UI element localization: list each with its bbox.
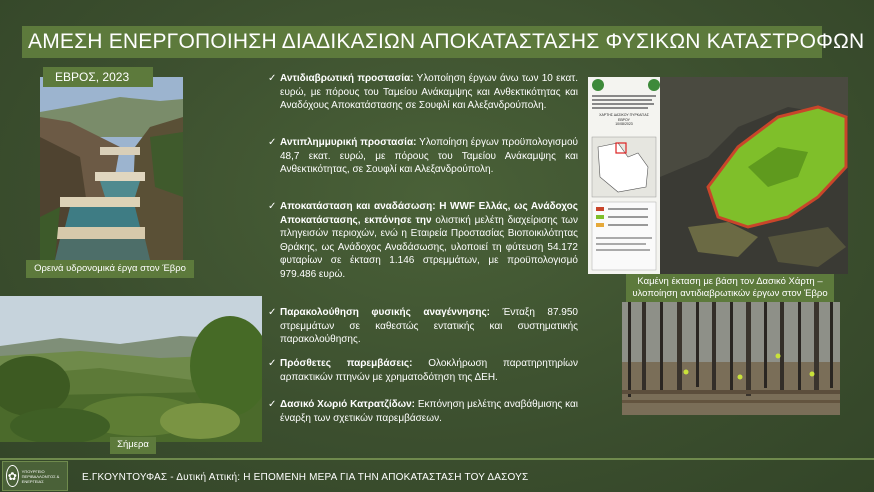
bullet-heading: Αποκατάσταση και αναδάσωση: Η WWF Ελλάς, ως Ανάδοχος Αποκατάστασης, εκπόνησε την bbox=[280, 201, 578, 226]
bullet-regeneration-monitoring bbox=[268, 306, 578, 347]
bullet-heading: Αντιδιαβρωτική προστασία: bbox=[280, 73, 414, 84]
bullet-reforestation bbox=[268, 200, 578, 281]
bullet-anti-erosion bbox=[268, 72, 578, 113]
check-icon: ✓ bbox=[268, 307, 277, 318]
check-icon: ✓ bbox=[268, 201, 277, 212]
date-tag: ΕΒΡΟΣ, 2023 bbox=[43, 67, 153, 87]
map-title: ΧΑΡΤΗΣ ΔΑΣΙΚΟΥ ΠΥΡΚΑΓΙΑΣ ΕΒΡΟΥ 10/08/2023 bbox=[599, 113, 649, 126]
bullet-additional-interventions bbox=[268, 357, 578, 384]
ministry-logo bbox=[2, 461, 68, 491]
bullet-text: ολιστική μελέτη διαχείρισης των πληγεισών περιοχών, ενώ η Εταιρεία Προστασίας Βιοποικιλότητας Θράκης, ως Ανάδοχος Αναδάσωσης, υλοποιεί τη φύτευση 54.172 φυταρίων σε έκταση 1.146 στρεμμάτων, με προϋπολογισμό 979.486 ευρώ. bbox=[280, 214, 578, 280]
bullet-text: Εκπόνηση μελέτης αναβάθμισης και έναρξη των σχετικών παρεμβάσεων. bbox=[280, 399, 578, 424]
leaf-icon: ✿ bbox=[6, 465, 19, 487]
bullet-heading: Αντιπλημμυρική προστασία: bbox=[280, 137, 417, 148]
bullet-text: Υλοποίηση έργων άνω των 10 εκατ. ευρώ, με πόρους του Ταμείου Ανάκαμψης και Ανθεκτικότητας και Αναδόχους Αποκατάστασης σε Σουφλί και Αλεξανδρούπολη. bbox=[280, 73, 578, 111]
bullet-flood-protection bbox=[268, 136, 578, 177]
bullet-text: Ολοκλήρωση παρατηρητηρίων αρπακτικών πτηνών με χρηματοδότηση της ΔΕΗ. bbox=[280, 358, 578, 383]
footer-text: Ε.ΓΚΟΥΝΤΟΥΦΑΣ - Δυτική Αττική: Η ΕΠΟΜΕΝΗ ΜΕΡΑ ΓΙΑ ΤΗΝ ΑΠΟΚΑΤΑΣΤΑΣΗ ΤΟΥ ΔΑΣΟΥΣ bbox=[82, 472, 529, 483]
bullet-forest-village bbox=[268, 398, 578, 425]
caption-today: Σήμερα bbox=[110, 437, 156, 454]
caption-dams: Ορεινά υδρονομικά έργα στον Έβρο bbox=[26, 260, 194, 278]
title-bar bbox=[22, 26, 865, 58]
bullet-heading: Δασικό Χωριό Κατρατζίδων: bbox=[280, 399, 416, 410]
bullet-heading: Παρακολούθηση φυσικής αναγέννησης: bbox=[280, 307, 490, 318]
photo-burned-forest bbox=[622, 302, 840, 415]
photo-today bbox=[0, 296, 262, 442]
bullet-text: Υλοποίηση έργων προϋπολογισμού 48,7 εκατ. ευρώ, με πόρους του Ταμείου Ανάκαμψης και Ανθεκτικότητας, σε Σουφλί και Αλεξανδρούπολη. bbox=[280, 137, 578, 175]
map-burned-area bbox=[588, 77, 848, 274]
check-icon: ✓ bbox=[268, 137, 277, 148]
check-icon: ✓ bbox=[268, 73, 277, 84]
footer-divider bbox=[0, 458, 874, 460]
photo-dams bbox=[40, 77, 183, 260]
check-icon: ✓ bbox=[268, 399, 277, 410]
bullet-heading: Πρόσθετες παρεμβάσεις: bbox=[280, 358, 413, 369]
page-title: ΑΜΕΣΗ ΕΝΕΡΓΟΠΟΙΗΣΗ ΔΙΑΔΙΚΑΣΙΩΝ ΑΠΟΚΑΤΑΣΤΑΣΗΣ ΦΥΣΙΚΩΝ ΚΑΤΑΣΤΡΟΦΩΝ bbox=[28, 30, 865, 53]
ministry-name: ΥΠΟΥΡΓΕΙΟ ΠΕΡΙΒΑΛΛΟΝΤΟΣ & ΕΝΕΡΓΕΙΑΣ bbox=[21, 468, 60, 484]
caption-map: Καμένη έκταση με βάση τον Δασικό Χάρτη – υλοποίηση αντιδιαβρωτικών έργων στον Έβρο bbox=[626, 274, 834, 302]
bullet-text: Ένταξη 87.950 στρεμμάτων σε καθεστώς εντατικής και συστηματικής παρακολούθησης. bbox=[280, 307, 578, 345]
check-icon: ✓ bbox=[268, 358, 277, 369]
